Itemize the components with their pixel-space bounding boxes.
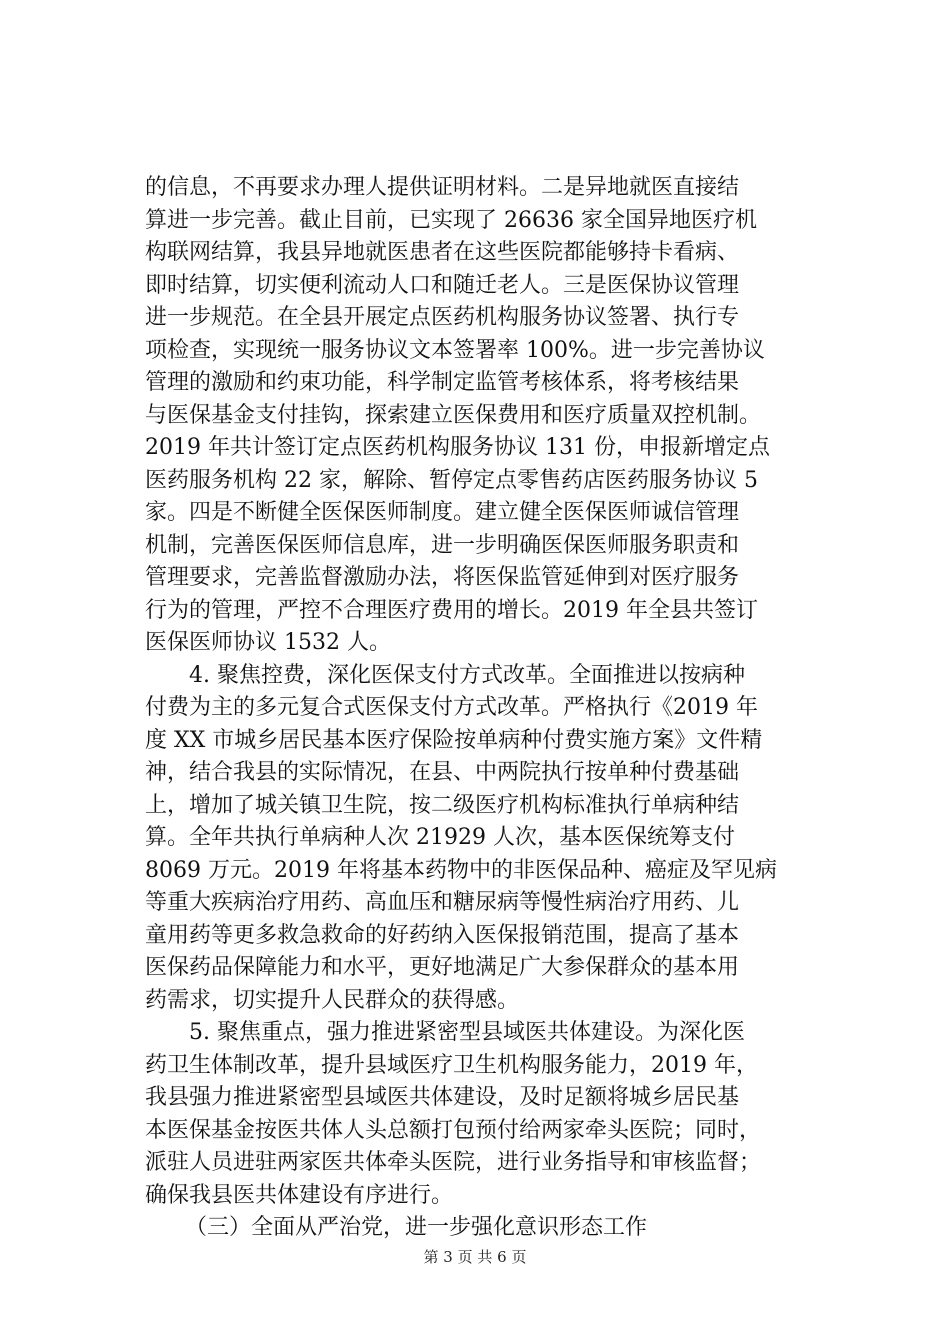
text-line: 付费为主的多元复合式医保支付方式改革。严格执行《2019 年 <box>145 695 758 720</box>
text-line: 构联网结算，我县异地就医患者在这些医院都能够持卡看病、 <box>145 240 740 265</box>
page-footer: 第 3 页 共 6 页 <box>423 1248 527 1266</box>
text-line: 本医保基金按医共体人头总额打包预付给两家牵头医院；同时， <box>145 1117 762 1143</box>
text-line: 确保我县医共体建设有序进行。 <box>145 1182 454 1208</box>
text-line: 与医保基金支付挂钩，探索建立医保费用和医疗质量双控机制。 <box>145 402 762 428</box>
text-line: 童用药等更多救急救命的好药纳入医保报销范围，提高了基本 <box>145 922 740 948</box>
text-line: 药卫生体制改革，提升县域医疗卫生机构服务能力，2019 年， <box>145 1052 758 1078</box>
text-line: 等重大疾病治疗用药、高血压和糖尿病等慢性病治疗用药、儿 <box>145 890 740 915</box>
text-line: 医保药品保障能力和水平，更好地满足广大参保群众的基本用 <box>145 955 740 980</box>
body-text <box>145 172 845 1245</box>
text-line: 医保医师协议 1532 人。 <box>145 630 391 655</box>
text-line: 即时结算，切实便利流动人口和随迁老人。三是医保协议管理 <box>145 272 740 298</box>
text-line: 度 XX 市城乡居民基本医疗保险按单病种付费实施方案》文件精 <box>145 727 763 753</box>
text-line: （三）全面从严治党，进一步强化意识形态工作 <box>185 1215 648 1240</box>
text-line: 医药服务机构 22 家，解除、暂停定点零售药店医药服务协议 5 <box>145 467 758 493</box>
text-line: 行为的管理，严控不合理医疗费用的增长。2019 年全县共签订 <box>145 597 758 623</box>
text-line: 我县强力推进紧密型县域医共体建设，及时足额将城乡居民基 <box>145 1085 740 1110</box>
text-line: 神，结合我县的实际情况，在县、中两院执行按单种付费基础 <box>145 760 740 785</box>
text-line: 的信息，不再要求办理人提供证明材料。二是异地就医直接结 <box>145 175 740 200</box>
text-line: 项检查，实现统一服务协议文本签署率 100%。进一步完善协议 <box>145 337 765 363</box>
text-line: 8069 万元。2019 年将基本药物中的非医保品种、癌症及罕见病 <box>145 857 777 883</box>
text-line: 机制，完善医保医师信息库，进一步明确医保医师服务职责和 <box>145 532 740 558</box>
text-line: 药需求，切实提升人民群众的获得感。 <box>145 987 520 1013</box>
text-line: 管理的激励和约束功能，科学制定监管考核体系，将考核结果 <box>145 370 740 395</box>
text-line: 5. 聚焦重点，强力推进紧密型县域医共体建设。为深化医 <box>189 1020 745 1045</box>
text-line: 家。四是不断健全医保医师制度。建立健全医保医师诚信管理 <box>145 500 740 525</box>
text-line: 算。全年共执行单病种人次 21929 人次，基本医保统筹支付 <box>145 825 735 850</box>
text-line: 4. 聚焦控费，深化医保支付方式改革。全面推进以按病种 <box>189 662 745 688</box>
text-line: 上，增加了城关镇卫生院，按二级医疗机构标准执行单病种结 <box>145 792 740 818</box>
text-line: 管理要求，完善监督激励办法，将医保监管延伸到对医疗服务 <box>145 565 740 590</box>
text-line: 算进一步完善。截止目前，已实现了 26636 家全国异地医疗机 <box>145 207 757 233</box>
text-line: 派驻人员进驻两家医共体牵头医院，进行业务指导和审核监督； <box>145 1150 762 1175</box>
text-line: 2019 年共计签订定点医药机构服务协议 131 份，申报新增定点 <box>145 435 770 460</box>
text-line: 进一步规范。在全县开展定点医药机构服务协议签署、执行专 <box>145 305 740 330</box>
